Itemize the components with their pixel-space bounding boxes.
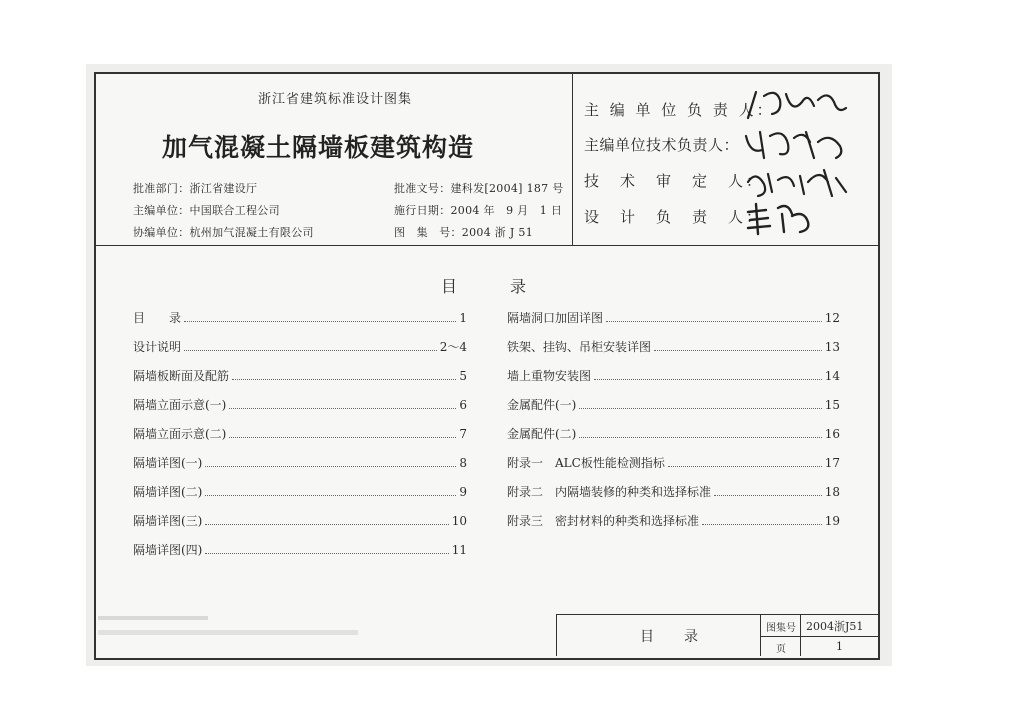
toc-entry[interactable] <box>133 483 467 500</box>
toc-entry-page: 6 <box>459 398 467 412</box>
handwritten-signature-2 <box>740 124 850 164</box>
toc-entry[interactable] <box>507 309 840 326</box>
effective-date: 施行日期：2004 年 9 月 1 日 <box>394 204 563 217</box>
toc-entry-page: 16 <box>824 427 840 441</box>
toc-entry-page: 10 <box>451 514 467 528</box>
toc-entry-page: 7 <box>459 427 467 441</box>
titleblock-page-value: 1 <box>836 640 843 653</box>
toc-leader-dots <box>579 408 821 409</box>
toc-entry-page: 18 <box>824 485 840 499</box>
toc-entry[interactable] <box>507 338 840 355</box>
toc-leader-dots <box>205 495 456 496</box>
toc-entry-title: 金属配件(一) <box>507 398 577 412</box>
toc-entry-title: 设计说明 <box>133 340 182 354</box>
toc-entry-title: 附录一 ALC板性能检测指标 <box>507 456 665 470</box>
approval-doc-no: 批准文号：建科发[2004] 187 号 <box>394 182 564 195</box>
handwritten-signature-3 <box>742 162 852 202</box>
titleblock-left-line <box>556 614 557 656</box>
titleblock-top-line <box>556 614 878 615</box>
titleblock-name-left: 目 <box>640 629 654 645</box>
titleblock-inner-line <box>800 614 801 656</box>
toc-leader-dots <box>232 379 456 380</box>
toc-leader-dots <box>714 495 822 496</box>
titleblock-atlas-value: 2004浙J51 <box>806 620 864 633</box>
toc-entry[interactable] <box>507 454 840 471</box>
toc-entry[interactable] <box>507 425 840 442</box>
toc-entry-title: 隔墙详图(一) <box>133 456 203 470</box>
toc-entry[interactable] <box>507 396 840 413</box>
toc-entry[interactable] <box>133 367 467 384</box>
toc-entry-page: 2～4 <box>439 340 467 354</box>
handwritten-signature-4 <box>742 198 822 238</box>
toc-entry[interactable] <box>507 512 840 529</box>
toc-entry-title: 隔墙详图(三) <box>133 514 203 528</box>
toc-leader-dots <box>654 350 822 351</box>
toc-entry-page: 12 <box>824 311 840 325</box>
toc-leader-dots <box>702 524 822 525</box>
toc-entry-title: 隔墙详图(四) <box>133 543 203 557</box>
toc-entry[interactable] <box>507 367 840 384</box>
toc-leader-dots <box>229 408 456 409</box>
toc-entry[interactable] <box>133 454 467 471</box>
toc-leader-dots <box>184 350 437 351</box>
toc-entry-page: 15 <box>824 398 840 412</box>
technical-approver-label: 技 术 审 定 人： <box>584 172 765 190</box>
signature-divider <box>572 72 573 245</box>
titleblock-row-line <box>760 636 878 637</box>
toc-entry-title: 铁架、挂钩、吊柜安装详图 <box>507 340 652 354</box>
toc-entry-page: 9 <box>459 485 467 499</box>
toc-entry-page: 8 <box>459 456 467 470</box>
toc-entry-title: 隔墙板断面及配筋 <box>133 369 230 383</box>
toc-leader-dots <box>668 466 822 467</box>
toc-entry-page: 5 <box>459 369 467 383</box>
toc-leader-dots <box>594 379 822 380</box>
toc-entry-title: 目 录 <box>133 311 182 325</box>
header-divider <box>94 245 878 246</box>
document-title: 加气混凝土隔墙板建筑构造 <box>162 133 475 162</box>
toc-entry[interactable] <box>507 483 840 500</box>
chief-unit-head-label: 主 编 单 位 负 责 人： <box>584 101 775 119</box>
atlas-number: 图 集 号：2004 浙 J 51 <box>394 226 533 239</box>
toc-entry-page: 11 <box>451 543 467 557</box>
toc-entry-title: 金属配件(二) <box>507 427 577 441</box>
titleblock-atlas-label: 图集号 <box>766 623 796 634</box>
toc-leader-dots <box>205 466 456 467</box>
toc-leader-dots <box>579 437 821 438</box>
handwritten-signature-1 <box>742 84 852 124</box>
toc-leader-dots <box>229 437 456 438</box>
toc-entry[interactable] <box>133 425 467 442</box>
toc-entry-title: 隔墙详图(二) <box>133 485 203 499</box>
toc-leader-dots <box>205 553 448 554</box>
toc-entry-page: 14 <box>824 369 840 383</box>
toc-entry-page: 1 <box>459 311 467 325</box>
toc-entry[interactable] <box>133 541 467 558</box>
toc-entry[interactable] <box>133 396 467 413</box>
toc-leader-dots <box>606 321 822 322</box>
toc-entry-page: 13 <box>824 340 840 354</box>
chief-editing-unit: 主编单位：中国联合工程公司 <box>133 204 280 217</box>
toc-entry-title: 墙上重物安装图 <box>507 369 592 383</box>
titleblock-name-right: 录 <box>684 629 698 645</box>
toc-entry-title: 附录二 内隔墙装修的种类和选择标准 <box>507 485 712 499</box>
design-lead-label: 设 计 负 责 人： <box>584 208 765 226</box>
scan-smudge <box>98 630 358 635</box>
titleblock-page-label: 页 <box>776 644 786 655</box>
toc-leader-dots <box>184 321 456 322</box>
toc-entry-title: 隔墙立面示意(一) <box>133 398 227 412</box>
approval-dept: 批准部门：浙江省建设厅 <box>133 182 258 195</box>
toc-entry-page: 17 <box>824 456 840 470</box>
toc-entry[interactable] <box>133 338 467 355</box>
chief-unit-tech-head-label: 主编单位技术负责人： <box>584 136 740 154</box>
toc-heading-right-char: 录 <box>510 277 527 296</box>
toc-entry-title: 隔墙立面示意(二) <box>133 427 227 441</box>
toc-entry[interactable] <box>133 512 467 529</box>
toc-entry[interactable] <box>133 309 467 326</box>
toc-leader-dots <box>205 524 448 525</box>
toc-entry-page: 19 <box>824 514 840 528</box>
atlas-series-name: 浙江省建筑标准设计图集 <box>258 92 413 107</box>
toc-entry-title: 隔墙洞口加固详图 <box>507 311 604 325</box>
titleblock-mid-line <box>760 614 761 656</box>
co-editing-unit: 协编单位：杭州加气混凝土有限公司 <box>133 226 314 239</box>
toc-heading-left-char: 目 <box>441 277 458 296</box>
scan-smudge <box>98 616 208 620</box>
toc-entry-title: 附录三 密封材料的种类和选择标准 <box>507 514 700 528</box>
